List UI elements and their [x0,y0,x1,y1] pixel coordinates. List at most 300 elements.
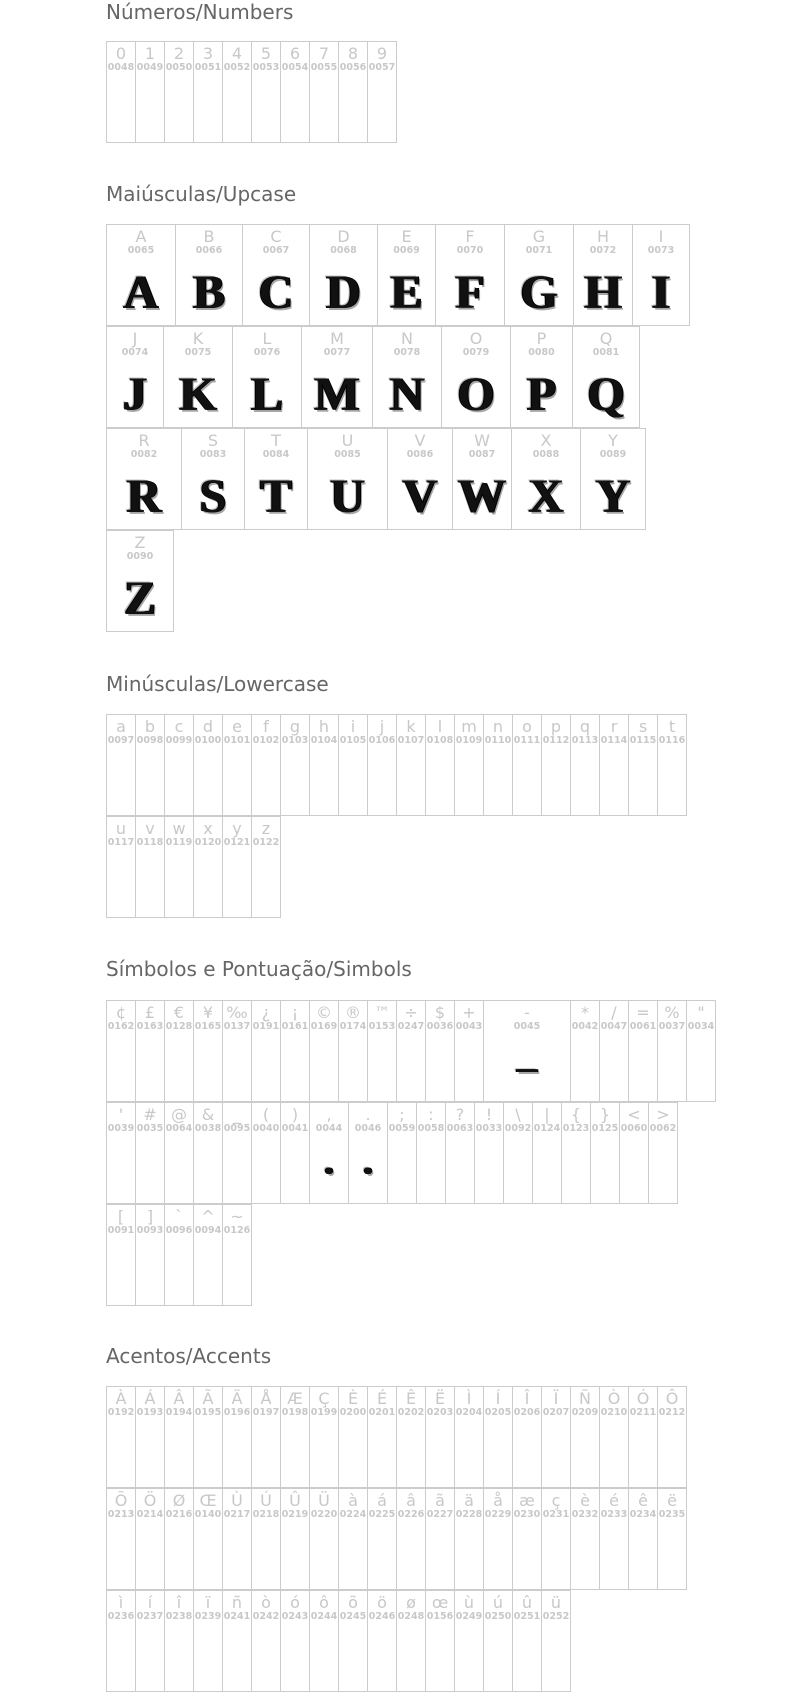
glyph-char: } [599,1105,611,1124]
glyph-char: Ä [231,1389,243,1408]
glyph-cell [435,224,505,326]
glyph-char: K [192,329,204,348]
glyph-code: 0198 [281,1407,309,1418]
glyph-cell [106,1204,136,1306]
glyph-code: 0235 [658,1509,686,1520]
glyph-char: U [341,431,354,450]
glyph-char: è [580,1491,590,1510]
glyph-cell [135,1590,165,1692]
glyph-char: Ü [318,1491,330,1510]
glyph-char: 7 [318,44,330,63]
glyph-code: 0220 [310,1509,338,1520]
glyph-code: 0063 [446,1123,474,1134]
glyph-cell [164,1488,194,1590]
glyph-row [106,1204,252,1306]
glyph-cell [657,1488,687,1590]
glyph-code: 0039 [107,1123,135,1134]
glyph-code: 0037 [658,1021,686,1032]
glyph-code: 0087 [468,449,496,460]
glyph-preview: Z [123,572,156,625]
glyph-cell [135,816,165,918]
glyph-row [106,41,397,143]
glyph-code: 0124 [533,1123,561,1134]
glyph-code: 0202 [397,1407,425,1418]
glyph-char: Ú [260,1491,272,1510]
glyph-code: 0238 [165,1611,193,1622]
glyph-code: 0056 [339,62,367,73]
glyph-code: 0162 [107,1021,135,1032]
glyph-cell [106,1590,136,1692]
glyph-cell [309,1000,339,1102]
glyph-cell [367,41,397,143]
glyph-preview: F [455,266,485,319]
glyph-cell [511,428,581,530]
glyph-cell [512,714,542,816]
glyph-code: 0197 [252,1407,280,1418]
glyph-cell [106,41,136,143]
glyph-cell [164,41,194,143]
glyph-char: ì [118,1593,124,1612]
glyph-code: 0044 [315,1123,343,1134]
glyph-cell [309,714,339,816]
glyph-code: 0088 [532,449,560,460]
glyph-cell [483,1386,513,1488]
glyph-preview: W [458,470,506,523]
glyph-cell [106,530,174,632]
glyph-cell [632,224,690,326]
glyph-cell [193,714,223,816]
glyph-code: 0117 [107,837,135,848]
glyph-char: Å [260,1389,272,1408]
glyph-cell [164,1102,194,1204]
glyph-char: û [521,1593,533,1612]
glyph-cell [251,1488,281,1590]
glyph-code: 0229 [484,1509,512,1520]
glyph-code: 0045 [513,1021,541,1032]
glyph-code: 0204 [455,1407,483,1418]
glyph-char: É [376,1389,388,1408]
glyph-code: 0076 [253,347,281,358]
glyph-cell [599,1000,629,1102]
glyph-code: 0205 [484,1407,512,1418]
glyph-row [106,326,640,428]
glyph-char: u [115,819,127,838]
glyph-char: à [348,1491,358,1510]
glyph-cell [222,41,252,143]
glyph-code: 0199 [310,1407,338,1418]
glyph-preview: S [199,470,227,523]
glyph-char: a [116,717,126,736]
glyph-char: O [469,329,483,348]
glyph-char: F [465,227,475,246]
glyph-row [106,714,687,816]
glyph-char: í [147,1593,153,1612]
glyph-code: 0113 [571,735,599,746]
glyph-code: 0126 [223,1225,251,1236]
glyph-char: % [664,1003,680,1022]
glyph-char: ñ [231,1593,243,1612]
glyph-code: 0103 [281,735,309,746]
glyph-code: 0218 [252,1509,280,1520]
glyph-char: h [318,717,330,736]
glyph-char: Œ [199,1491,217,1510]
glyph-cell [106,1102,136,1204]
glyph-code: 0094 [194,1225,222,1236]
glyph-cell [309,41,339,143]
glyph-cell [222,1386,252,1488]
glyph-preview: B [192,266,225,319]
glyph-code: 0097 [107,735,135,746]
glyph-cell [251,816,281,918]
glyph-cell [232,326,302,428]
glyph-cell [106,1000,136,1102]
glyph-char: + [462,1003,476,1022]
glyph-preview: K [179,368,217,421]
glyph-cell [309,1488,339,1590]
glyph-cell [222,1488,252,1590]
glyph-code: 0084 [262,449,290,460]
glyph-cell [387,428,453,530]
glyph-cell [222,1590,252,1692]
glyph-code: 0077 [323,347,351,358]
glyph-cell [301,326,373,428]
glyph-cell [367,714,397,816]
glyph-char: Ê [405,1389,417,1408]
glyph-cell [181,428,245,530]
glyph-code: 0232 [571,1509,599,1520]
glyph-cell [106,428,182,530]
glyph-char: { [570,1105,582,1124]
glyph-code: 0043 [455,1021,483,1032]
glyph-cell [648,1102,678,1204]
glyph-code: 0100 [194,735,222,746]
glyph-char: ú [492,1593,504,1612]
glyph-char: P [536,329,547,348]
glyph-char: ‰ [226,1003,248,1022]
glyph-cell [483,1590,513,1692]
glyph-code: 0070 [456,245,484,256]
glyph-char: 6 [289,44,301,63]
glyph-cell [425,1590,455,1692]
glyph-code: 0099 [165,735,193,746]
glyph-char: Ó [636,1389,650,1408]
glyph-char: Ç [318,1389,330,1408]
glyph-code: 0234 [629,1509,657,1520]
glyph-code: 0064 [165,1123,193,1134]
section-title: Números/Numbers [106,0,294,24]
glyph-cell [106,224,176,326]
glyph-char: S [207,431,219,450]
glyph-char: ¢ [115,1003,127,1022]
glyph-code: 0209 [571,1407,599,1418]
glyph-char: ü [550,1593,562,1612]
glyph-cell [512,1386,542,1488]
glyph-code: 0196 [223,1407,251,1418]
glyph-char: 3 [202,44,214,63]
glyph-char: J [132,329,138,348]
glyph-cell [244,428,308,530]
glyph-char: s [638,717,648,736]
glyph-code: 0115 [629,735,657,746]
glyph-char: $ [434,1003,446,1022]
glyph-char: ¥ [202,1003,214,1022]
glyph-code: 0245 [339,1611,367,1622]
glyph-char: Q [599,329,613,348]
glyph-code: 0207 [542,1407,570,1418]
glyph-preview: I [651,266,671,319]
glyph-char: Û [289,1491,301,1510]
glyph-char: Î [524,1389,530,1408]
glyph-cell [309,1386,339,1488]
glyph-code: 0042 [571,1021,599,1032]
glyph-char: n [492,717,504,736]
glyph-cell [135,1000,165,1102]
glyph-preview: R [126,470,162,523]
glyph-cell [657,1386,687,1488]
glyph-cell [164,1386,194,1488]
glyph-code: 0125 [591,1123,619,1134]
glyph-cell [425,714,455,816]
glyph-code: 0068 [330,245,357,256]
glyph-char: ¡ [291,1003,299,1022]
glyph-code: 0091 [107,1225,135,1236]
glyph-code: 0250 [484,1611,512,1622]
glyph-cell [222,1000,252,1102]
glyph-code: 0038 [194,1123,222,1134]
glyph-preview: O [457,368,495,421]
glyph-char: £ [144,1003,156,1022]
glyph-cell [135,41,165,143]
glyph-char: : [428,1105,434,1124]
glyph-code: 0248 [397,1611,425,1622]
glyph-cell [619,1102,649,1204]
glyph-preview: Y [595,470,631,523]
glyph-preview: H [584,266,622,319]
glyph-char: k [406,717,416,736]
glyph-char: b [144,717,156,736]
glyph-code: 0061 [629,1021,657,1032]
glyph-code: 0059 [388,1123,416,1134]
glyph-code: 0118 [136,837,164,848]
glyph-code: 0213 [107,1509,135,1520]
glyph-char: ê [638,1491,648,1510]
glyph-char: 0 [115,44,127,63]
glyph-char: m [461,717,477,736]
glyph-cell [483,714,513,816]
glyph-char: W [474,431,490,450]
glyph-cell [222,1102,252,1204]
glyph-cell [377,224,436,326]
glyph-char: ó [290,1593,300,1612]
glyph-cell [242,224,310,326]
glyph-cell [135,1386,165,1488]
glyph-cell [452,428,512,530]
glyph-cell [280,1102,310,1204]
glyph-preview: G [520,266,558,319]
glyph-preview: A [123,266,159,319]
glyph-code: 0242 [252,1611,280,1622]
glyph-cell [504,224,574,326]
glyph-code: 0224 [339,1509,367,1520]
glyph-cell [425,1000,455,1102]
glyph-cell [164,1590,194,1692]
glyph-cell [193,816,223,918]
glyph-code: 0226 [397,1509,425,1520]
glyph-code: 0105 [339,735,367,746]
glyph-code: 0102 [252,735,280,746]
glyph-cell [599,714,629,816]
glyph-code: 0052 [223,62,251,73]
glyph-cell [135,1204,165,1306]
glyph-cell [175,224,243,326]
glyph-char: , [326,1105,332,1124]
glyph-char: œ [431,1593,449,1612]
glyph-cell [454,1386,484,1488]
glyph-char: ø [406,1593,416,1612]
glyph-cell [454,1488,484,1590]
glyph-char: e [232,717,242,736]
glyph-code: 0075 [184,347,212,358]
glyph-code: 0101 [223,735,251,746]
glyph-char: w [172,819,186,838]
glyph-char: c [174,717,184,736]
glyph-char: . [365,1105,371,1124]
glyph-code: 0067 [262,245,290,256]
glyph-cell [193,1102,223,1204]
glyph-char: M [330,329,344,348]
glyph-code: 0096 [165,1225,193,1236]
glyph-cell [251,1386,281,1488]
glyph-char: = [636,1003,650,1022]
glyph-code: 0128 [165,1021,193,1032]
glyph-char: ; [399,1105,405,1124]
glyph-code: 0231 [542,1509,570,1520]
glyph-char: ` [175,1207,183,1226]
glyph-cell [280,1000,310,1102]
glyph-cell [396,1590,426,1692]
glyph-char: ã [435,1491,445,1510]
glyph-code: 0239 [194,1611,222,1622]
glyph-code: 0055 [310,62,338,73]
glyph-code: 0083 [199,449,227,460]
glyph-cell [280,714,310,816]
glyph-preview: Q [587,368,625,421]
glyph-cell [580,428,646,530]
glyph-cell [628,714,658,816]
glyph-cell [193,1590,223,1692]
glyph-code: 0227 [426,1509,454,1520]
glyph-cell [657,1000,687,1102]
glyph-char: < [627,1105,641,1124]
glyph-code: 0112 [542,735,570,746]
glyph-preview: M [314,368,360,421]
glyph-cell [599,1386,629,1488]
glyph-cell [348,1102,388,1204]
glyph-char: 1 [144,44,156,63]
glyph-preview: X [528,470,564,523]
glyph-code: 0241 [223,1611,251,1622]
glyph-code: 0120 [194,837,222,848]
glyph-char: | [544,1105,550,1124]
glyph-code: 0137 [223,1021,251,1032]
glyph-preview: · [361,1148,375,1193]
glyph-code: 0108 [426,735,454,746]
glyph-code: 0048 [107,62,135,73]
glyph-code: 0212 [658,1407,686,1418]
glyph-code: 0195 [194,1407,222,1418]
glyph-code: 0036 [426,1021,454,1032]
glyph-preview: U [330,470,365,523]
glyph-row [106,1488,687,1590]
glyph-char: ? [455,1105,465,1124]
glyph-cell [561,1102,591,1204]
glyph-code: 0086 [406,449,434,460]
glyph-code: 0092 [504,1123,532,1134]
glyph-cell [193,41,223,143]
glyph-cell [338,714,368,816]
glyph-char: Ñ [579,1389,591,1408]
glyph-code: 0035 [136,1123,164,1134]
glyph-char: _ [233,1105,241,1124]
glyph-char: V [414,431,426,450]
glyph-cell [570,714,600,816]
glyph-char: æ [519,1491,535,1510]
glyph-char: ^ [201,1207,215,1226]
glyph-char: ~ [230,1207,244,1226]
glyph-row [106,1590,571,1692]
glyph-code: 0233 [600,1509,628,1520]
glyph-cell [106,326,164,428]
glyph-preview: E [390,266,423,319]
glyph-code: 0095 [223,1123,251,1134]
glyph-row [106,1000,716,1102]
glyph-cell [251,714,281,816]
glyph-char: y [232,819,242,838]
glyph-cell [367,1386,397,1488]
glyph-cell [164,714,194,816]
glyph-cell [541,1488,571,1590]
glyph-row [106,530,174,632]
glyph-char: \ [515,1105,521,1124]
glyph-char: À [115,1389,127,1408]
glyph-char: / [611,1003,617,1022]
glyph-cell [163,326,233,428]
glyph-cell [570,1386,600,1488]
glyph-row [106,1102,678,1204]
glyph-cell [454,714,484,816]
glyph-preview: P [526,368,557,421]
glyph-code: 0033 [475,1123,503,1134]
glyph-char: x [203,819,213,838]
glyph-char: ) [291,1105,299,1124]
glyph-cell [425,1488,455,1590]
glyph-code: 0153 [368,1021,396,1032]
glyph-code: 0050 [165,62,193,73]
glyph-preview: L [250,368,283,421]
glyph-cell [396,1386,426,1488]
glyph-char: d [202,717,214,736]
glyph-char: * [581,1003,589,1022]
glyph-cell [657,714,687,816]
glyph-code: 0140 [194,1509,222,1520]
glyph-code: 0228 [455,1509,483,1520]
glyph-char: Ù [231,1491,243,1510]
glyph-char: z [261,819,271,838]
glyph-cell [474,1102,504,1204]
glyph-preview: J [123,368,147,421]
glyph-code: 0098 [136,735,164,746]
glyph-char: v [145,819,155,838]
